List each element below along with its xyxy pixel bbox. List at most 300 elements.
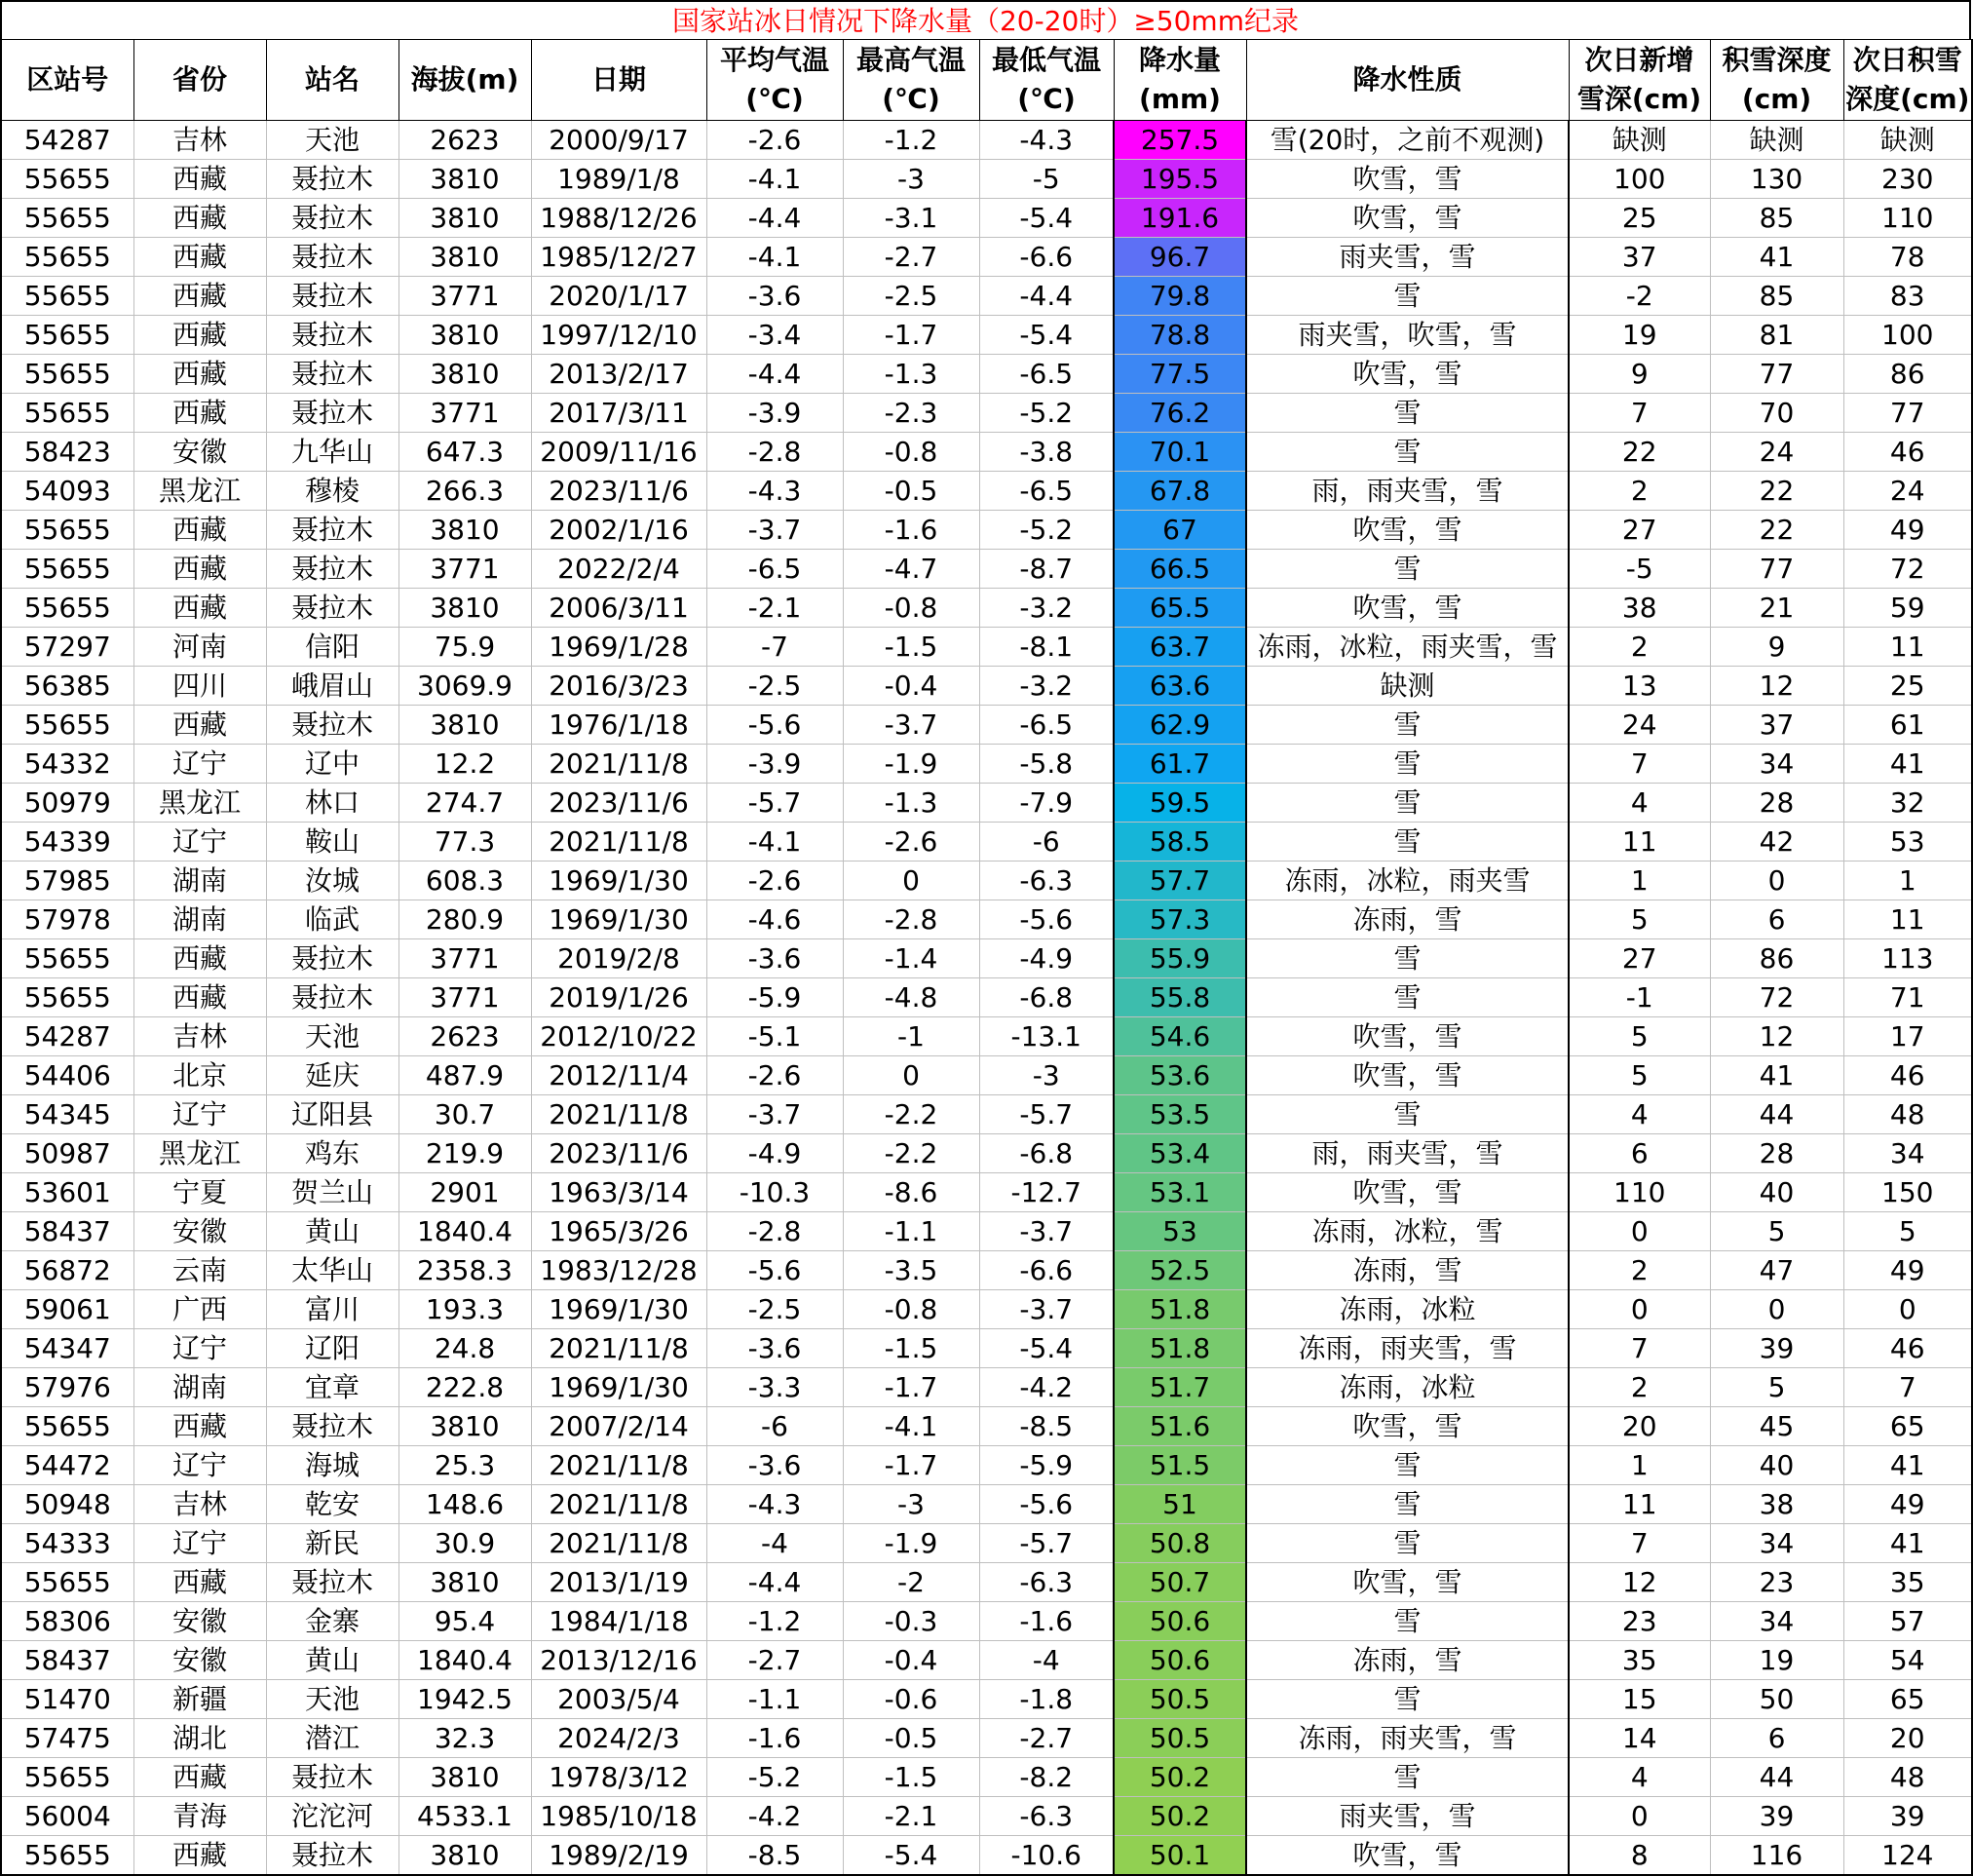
table-cell[interactable]: 0 [1569,1290,1710,1329]
table-cell[interactable]: 219.9 [398,1134,531,1173]
table-cell[interactable]: 西藏 [133,238,266,277]
table-cell[interactable]: 四川 [133,667,266,706]
table-cell[interactable]: -6.5 [979,472,1114,511]
table-cell[interactable]: 2002/1/16 [531,511,706,550]
table-cell[interactable]: 53.6 [1114,1056,1246,1095]
table-cell[interactable]: 西藏 [133,589,266,628]
table-cell[interactable]: -6 [706,1407,843,1446]
table-cell[interactable]: 55655 [1,511,133,550]
table-cell[interactable]: 雪 [1246,433,1569,472]
table-cell[interactable]: 2016/3/23 [531,667,706,706]
table-cell[interactable]: 雪 [1246,277,1569,316]
table-cell[interactable]: 天池 [266,1680,398,1719]
table-cell[interactable]: -1 [1569,978,1710,1017]
table-cell[interactable]: 54287 [1,121,133,160]
table-cell[interactable]: 1 [1569,861,1710,900]
table-cell[interactable]: 林口 [266,784,398,823]
table-cell[interactable]: 55655 [1,978,133,1017]
table-cell[interactable]: 冻雨，冰粒，雪 [1246,1212,1569,1251]
table-cell[interactable]: -3.5 [843,1251,979,1290]
table-cell[interactable]: 53.5 [1114,1095,1246,1134]
table-cell[interactable]: -12.7 [979,1173,1114,1212]
table-cell[interactable]: 辽阳县 [266,1095,398,1134]
table-cell[interactable]: -4.9 [706,1134,843,1173]
table-cell[interactable]: 西藏 [133,978,266,1017]
table-cell[interactable]: 冻雨，雪 [1246,900,1569,939]
table-cell[interactable]: -6.8 [979,1134,1114,1173]
table-cell[interactable]: 28 [1710,1134,1843,1173]
table-cell[interactable]: -3.6 [706,1329,843,1368]
table-cell[interactable]: 274.7 [398,784,531,823]
table-cell[interactable]: 50.6 [1114,1602,1246,1641]
table-cell[interactable]: 2022/2/4 [531,550,706,589]
table-cell[interactable]: -1.5 [843,1329,979,1368]
table-cell[interactable]: 吉林 [133,121,266,160]
table-cell[interactable]: 53601 [1,1173,133,1212]
table-cell[interactable]: -6 [979,823,1114,861]
table-cell[interactable]: 1 [1843,861,1972,900]
table-cell[interactable]: 12 [1710,1017,1843,1056]
table-cell[interactable]: 辽宁 [133,1095,266,1134]
table-cell[interactable]: 7 [1569,1329,1710,1368]
table-cell[interactable]: 222.8 [398,1368,531,1407]
table-cell[interactable]: -5.4 [843,1836,979,1876]
table-cell[interactable]: 39 [1710,1329,1843,1368]
table-cell[interactable]: 130 [1710,160,1843,199]
table-cell[interactable]: 西藏 [133,160,266,199]
table-cell[interactable]: 20 [1843,1719,1972,1758]
table-cell[interactable]: -5.1 [706,1017,843,1056]
column-header[interactable] [531,40,706,121]
table-cell[interactable]: 雨夹雪，吹雪，雪 [1246,316,1569,355]
table-cell[interactable]: -5.9 [979,1446,1114,1485]
table-cell[interactable]: 2006/3/11 [531,589,706,628]
table-cell[interactable]: 西藏 [133,394,266,433]
table-cell[interactable]: 70 [1710,394,1843,433]
table-cell[interactable]: 77 [1710,550,1843,589]
table-cell[interactable]: 雪 [1246,1485,1569,1524]
table-cell[interactable]: 40 [1710,1173,1843,1212]
table-cell[interactable]: -10.6 [979,1836,1114,1876]
table-cell[interactable]: 1969/1/30 [531,1290,706,1329]
table-cell[interactable]: -4.4 [979,277,1114,316]
table-cell[interactable]: 2023/11/6 [531,1134,706,1173]
table-cell[interactable]: 3069.9 [398,667,531,706]
table-cell[interactable]: 2023/11/6 [531,472,706,511]
table-cell[interactable]: 富川 [266,1290,398,1329]
table-cell[interactable]: 3810 [398,160,531,199]
table-cell[interactable]: 78 [1843,238,1972,277]
table-cell[interactable]: 51.5 [1114,1446,1246,1485]
table-cell[interactable]: 4 [1569,1758,1710,1797]
table-cell[interactable]: 吉林 [133,1017,266,1056]
table-cell[interactable]: 48 [1843,1758,1972,1797]
table-cell[interactable]: 22 [1710,472,1843,511]
table-cell[interactable]: 40 [1710,1446,1843,1485]
table-cell[interactable]: 50.7 [1114,1563,1246,1602]
table-cell[interactable]: 聂拉木 [266,978,398,1017]
table-cell[interactable]: -3.8 [979,433,1114,472]
table-cell[interactable]: 54345 [1,1095,133,1134]
table-cell[interactable]: -6.6 [979,1251,1114,1290]
table-cell[interactable]: 西藏 [133,1758,266,1797]
table-cell[interactable]: 冻雨，雪 [1246,1251,1569,1290]
table-cell[interactable]: -2.1 [706,589,843,628]
table-cell[interactable]: 15 [1569,1680,1710,1719]
table-cell[interactable]: 83 [1843,277,1972,316]
table-cell[interactable]: 西藏 [133,550,266,589]
table-cell[interactable]: 2012/11/4 [531,1056,706,1095]
table-cell[interactable]: 37 [1710,706,1843,745]
column-header[interactable] [398,40,531,121]
table-cell[interactable]: 2017/3/11 [531,394,706,433]
table-cell[interactable]: 西藏 [133,355,266,394]
table-cell[interactable]: 230 [1843,160,1972,199]
table-cell[interactable]: 乾安 [266,1485,398,1524]
table-cell[interactable]: 2013/12/16 [531,1641,706,1680]
table-cell[interactable]: 辽宁 [133,1446,266,1485]
table-cell[interactable]: -3.3 [706,1368,843,1407]
table-cell[interactable]: 3771 [398,277,531,316]
table-cell[interactable]: 4 [1569,784,1710,823]
table-cell[interactable]: 雪 [1246,550,1569,589]
table-cell[interactable]: 32 [1843,784,1972,823]
table-cell[interactable]: 257.5 [1114,121,1246,160]
table-cell[interactable]: 38 [1710,1485,1843,1524]
table-cell[interactable]: -0.6 [843,1680,979,1719]
table-cell[interactable]: 85 [1710,277,1843,316]
column-header[interactable] [133,40,266,121]
table-cell[interactable]: 宁夏 [133,1173,266,1212]
table-cell[interactable]: 21 [1710,589,1843,628]
table-cell[interactable]: 55655 [1,1407,133,1446]
table-cell[interactable]: 37 [1569,238,1710,277]
table-cell[interactable]: 吹雪，雪 [1246,1836,1569,1876]
table-cell[interactable]: 79.8 [1114,277,1246,316]
table-cell[interactable]: 46 [1843,433,1972,472]
table-cell[interactable]: -1.1 [706,1680,843,1719]
table-cell[interactable]: 3810 [398,238,531,277]
table-cell[interactable]: 聂拉木 [266,316,398,355]
table-cell[interactable]: 冻雨，雨夹雪，雪 [1246,1719,1569,1758]
table-cell[interactable]: 32.3 [398,1719,531,1758]
table-cell[interactable]: 1840.4 [398,1212,531,1251]
table-cell[interactable]: -5.6 [706,1251,843,1290]
table-cell[interactable]: 61.7 [1114,745,1246,784]
table-cell[interactable]: 1985/12/27 [531,238,706,277]
table-cell[interactable]: -5.2 [979,394,1114,433]
table-cell[interactable]: 55655 [1,355,133,394]
table-cell[interactable]: 3771 [398,978,531,1017]
table-cell[interactable]: -1.4 [843,939,979,978]
table-cell[interactable]: -4.2 [706,1797,843,1836]
table-cell[interactable]: 天池 [266,121,398,160]
table-cell[interactable]: 55655 [1,199,133,238]
table-cell[interactable]: 5 [1569,900,1710,939]
table-cell[interactable]: 44 [1710,1758,1843,1797]
table-cell[interactable]: 41 [1710,238,1843,277]
table-cell[interactable]: 黄山 [266,1641,398,1680]
table-cell[interactable]: 66.5 [1114,550,1246,589]
table-cell[interactable]: -2 [1569,277,1710,316]
table-cell[interactable]: -6.5 [979,706,1114,745]
table-cell[interactable]: 24 [1843,472,1972,511]
table-cell[interactable]: 9 [1710,628,1843,667]
table-cell[interactable]: -6.3 [979,1797,1114,1836]
table-cell[interactable]: 雪 [1246,1602,1569,1641]
table-cell[interactable]: 1969/1/30 [531,1368,706,1407]
table-cell[interactable]: -4 [706,1524,843,1563]
table-cell[interactable]: 峨眉山 [266,667,398,706]
table-cell[interactable]: 4533.1 [398,1797,531,1836]
table-cell[interactable]: -6.3 [979,861,1114,900]
table-cell[interactable]: 77 [1843,394,1972,433]
table-cell[interactable]: 青海 [133,1797,266,1836]
table-cell[interactable]: -0.3 [843,1602,979,1641]
table-cell[interactable]: 1 [1569,1446,1710,1485]
table-cell[interactable]: 西藏 [133,939,266,978]
table-cell[interactable]: -5.7 [979,1095,1114,1134]
table-cell[interactable]: 西藏 [133,277,266,316]
table-cell[interactable]: 安徽 [133,1212,266,1251]
table-cell[interactable]: 雪 [1246,1758,1569,1797]
table-cell[interactable]: -3 [979,1056,1114,1095]
table-cell[interactable]: 54332 [1,745,133,784]
table-cell[interactable]: 冻雨，雪 [1246,1641,1569,1680]
table-cell[interactable]: -5.6 [979,900,1114,939]
table-cell[interactable]: -5.2 [706,1758,843,1797]
table-cell[interactable]: 雪 [1246,745,1569,784]
table-cell[interactable]: 宜章 [266,1368,398,1407]
table-cell[interactable]: -7.9 [979,784,1114,823]
table-cell[interactable]: -3.7 [979,1290,1114,1329]
table-cell[interactable]: 2021/11/8 [531,1329,706,1368]
table-cell[interactable]: 海城 [266,1446,398,1485]
table-cell[interactable]: 191.6 [1114,199,1246,238]
table-cell[interactable]: 聂拉木 [266,1758,398,1797]
table-cell[interactable]: -2.2 [843,1134,979,1173]
table-cell[interactable]: 0 [1710,861,1843,900]
table-cell[interactable]: 58437 [1,1212,133,1251]
table-cell[interactable]: 5 [1843,1212,1972,1251]
table-cell[interactable]: 100 [1569,160,1710,199]
table-cell[interactable]: 65 [1843,1407,1972,1446]
table-cell[interactable]: 5 [1569,1017,1710,1056]
table-cell[interactable]: 3810 [398,316,531,355]
table-cell[interactable]: 雪 [1246,784,1569,823]
table-cell[interactable]: 聂拉木 [266,238,398,277]
table-cell[interactable]: -6.3 [979,1563,1114,1602]
table-cell[interactable]: -1.6 [843,511,979,550]
table-cell[interactable]: -5 [1569,550,1710,589]
table-cell[interactable]: 65.5 [1114,589,1246,628]
table-cell[interactable]: -1.2 [706,1602,843,1641]
table-cell[interactable]: -1.6 [979,1602,1114,1641]
table-cell[interactable]: 53 [1843,823,1972,861]
table-cell[interactable]: 86 [1710,939,1843,978]
table-cell[interactable]: 48 [1843,1095,1972,1134]
table-cell[interactable]: 54287 [1,1017,133,1056]
table-cell[interactable]: 11 [1843,900,1972,939]
table-cell[interactable]: 吹雪，雪 [1246,1407,1569,1446]
table-cell[interactable]: 0 [1569,1797,1710,1836]
table-cell[interactable]: 雨，雨夹雪，雪 [1246,472,1569,511]
table-cell[interactable]: 49 [1843,511,1972,550]
table-cell[interactable]: 58.5 [1114,823,1246,861]
table-cell[interactable]: 雨夹雪，雪 [1246,1797,1569,1836]
table-cell[interactable]: 57976 [1,1368,133,1407]
table-cell[interactable]: 81 [1710,316,1843,355]
table-cell[interactable]: 647.3 [398,433,531,472]
table-cell[interactable]: 39 [1710,1797,1843,1836]
table-cell[interactable]: 50948 [1,1485,133,1524]
table-cell[interactable]: -2.6 [843,823,979,861]
table-cell[interactable]: 55655 [1,238,133,277]
table-cell[interactable]: 1997/12/10 [531,316,706,355]
table-cell[interactable]: 24 [1569,706,1710,745]
table-cell[interactable]: -6.6 [979,238,1114,277]
table-cell[interactable]: 沱沱河 [266,1797,398,1836]
table-cell[interactable]: 聂拉木 [266,355,398,394]
table-cell[interactable]: 3810 [398,511,531,550]
table-cell[interactable]: 51.8 [1114,1329,1246,1368]
table-cell[interactable]: -4.1 [706,823,843,861]
table-cell[interactable]: 7 [1569,745,1710,784]
table-cell[interactable]: 聂拉木 [266,1407,398,1446]
table-cell[interactable]: 新民 [266,1524,398,1563]
table-cell[interactable]: 49 [1843,1485,1972,1524]
table-cell[interactable]: 聂拉木 [266,706,398,745]
table-cell[interactable]: 52.5 [1114,1251,1246,1290]
table-cell[interactable]: -13.1 [979,1017,1114,1056]
table-cell[interactable]: 3810 [398,706,531,745]
table-cell[interactable]: 23 [1710,1563,1843,1602]
table-cell[interactable]: 53 [1114,1212,1246,1251]
table-cell[interactable]: 2021/11/8 [531,823,706,861]
table-cell[interactable]: -0.4 [843,1641,979,1680]
table-cell[interactable]: 24 [1710,433,1843,472]
table-cell[interactable]: 3810 [398,355,531,394]
table-cell[interactable]: -2.3 [843,394,979,433]
table-cell[interactable]: 19 [1569,316,1710,355]
table-cell[interactable]: 78.8 [1114,316,1246,355]
table-cell[interactable]: -4.4 [706,1563,843,1602]
table-cell[interactable]: 临武 [266,900,398,939]
table-cell[interactable]: 42 [1710,823,1843,861]
table-cell[interactable]: 金寨 [266,1602,398,1641]
column-header[interactable] [1246,40,1569,121]
table-cell[interactable]: -4.1 [706,160,843,199]
table-cell[interactable]: 113 [1843,939,1972,978]
table-cell[interactable]: 缺测 [1569,121,1710,160]
column-header[interactable] [1114,40,1246,121]
column-header[interactable] [1710,40,1843,121]
table-cell[interactable]: 63.6 [1114,667,1246,706]
table-cell[interactable]: 湖南 [133,1368,266,1407]
table-cell[interactable]: 51 [1114,1485,1246,1524]
table-cell[interactable]: 57297 [1,628,133,667]
table-cell[interactable]: 冻雨，冰粒，雨夹雪 [1246,861,1569,900]
table-cell[interactable]: 59 [1843,589,1972,628]
table-cell[interactable]: 57978 [1,900,133,939]
table-cell[interactable]: -5.7 [979,1524,1114,1563]
table-cell[interactable]: 新疆 [133,1680,266,1719]
table-cell[interactable]: 3771 [398,939,531,978]
table-cell[interactable]: -3.6 [706,277,843,316]
table-cell[interactable]: 2021/11/8 [531,1485,706,1524]
table-cell[interactable]: 6 [1569,1134,1710,1173]
table-cell[interactable]: 55655 [1,277,133,316]
table-cell[interactable]: 2623 [398,1017,531,1056]
table-cell[interactable]: 45 [1710,1407,1843,1446]
table-cell[interactable]: 广西 [133,1290,266,1329]
column-header[interactable] [843,40,979,121]
table-cell[interactable]: 西藏 [133,1563,266,1602]
table-cell[interactable]: 2 [1569,628,1710,667]
table-cell[interactable]: -4.3 [706,1485,843,1524]
table-cell[interactable]: 7 [1569,394,1710,433]
table-cell[interactable]: 11 [1569,823,1710,861]
table-cell[interactable]: 67 [1114,511,1246,550]
table-cell[interactable]: 9 [1569,355,1710,394]
table-cell[interactable]: 聂拉木 [266,511,398,550]
table-cell[interactable]: 3810 [398,1563,531,1602]
table-cell[interactable]: -4.6 [706,900,843,939]
table-cell[interactable]: -1 [843,1017,979,1056]
table-cell[interactable]: 55655 [1,316,133,355]
table-cell[interactable]: -1.1 [843,1212,979,1251]
table-cell[interactable]: 34 [1843,1134,1972,1173]
table-cell[interactable]: 汝城 [266,861,398,900]
table-cell[interactable]: 67.8 [1114,472,1246,511]
table-cell[interactable]: 34 [1710,745,1843,784]
table-cell[interactable]: 聂拉木 [266,589,398,628]
table-cell[interactable]: 冻雨，冰粒 [1246,1368,1569,1407]
table-cell[interactable]: 50.2 [1114,1797,1246,1836]
table-cell[interactable]: 54333 [1,1524,133,1563]
table-cell[interactable]: -3.7 [706,1095,843,1134]
table-cell[interactable]: -8.5 [706,1836,843,1876]
table-cell[interactable]: 2007/2/14 [531,1407,706,1446]
table-cell[interactable]: 冻雨，冰粒，雨夹雪，雪 [1246,628,1569,667]
table-cell[interactable]: 61 [1843,706,1972,745]
table-cell[interactable]: 吉林 [133,1485,266,1524]
table-cell[interactable]: 55655 [1,550,133,589]
table-cell[interactable]: 雪 [1246,394,1569,433]
table-cell[interactable]: 2021/11/8 [531,1524,706,1563]
table-cell[interactable]: 雪 [1246,978,1569,1017]
table-cell[interactable]: 雪(20时，之前不观测) [1246,121,1569,160]
table-cell[interactable]: 2000/9/17 [531,121,706,160]
table-cell[interactable]: 黑龙江 [133,472,266,511]
table-cell[interactable]: -2.5 [843,277,979,316]
table-cell[interactable]: -8.6 [843,1173,979,1212]
table-cell[interactable]: 28 [1710,784,1843,823]
table-cell[interactable]: -6.5 [979,355,1114,394]
table-cell[interactable]: 1978/3/12 [531,1758,706,1797]
table-cell[interactable]: 65 [1843,1680,1972,1719]
table-cell[interactable]: 51470 [1,1680,133,1719]
table-cell[interactable]: 1989/2/19 [531,1836,706,1876]
table-cell[interactable]: 77.3 [398,823,531,861]
table-cell[interactable]: 75.9 [398,628,531,667]
table-cell[interactable]: 2013/1/19 [531,1563,706,1602]
table-cell[interactable]: -2 [843,1563,979,1602]
table-cell[interactable]: -5.4 [979,1329,1114,1368]
table-cell[interactable]: -1.3 [843,355,979,394]
table-cell[interactable]: 71 [1843,978,1972,1017]
table-cell[interactable]: 2 [1569,472,1710,511]
